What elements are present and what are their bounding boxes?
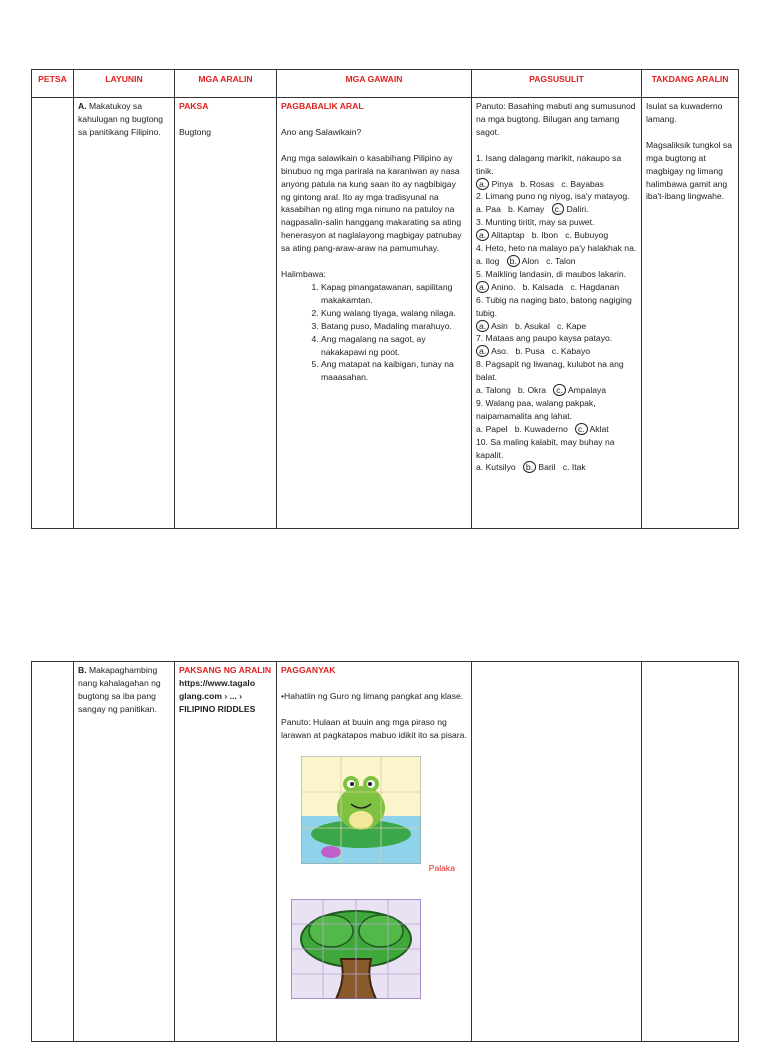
frog-puzzle-image: [301, 756, 421, 864]
option-text: Okra: [527, 385, 547, 396]
option-text: Kabayo: [560, 346, 591, 357]
option-letter: c.: [546, 255, 553, 266]
quiz-options: [476, 345, 637, 358]
option-letter: b.: [523, 461, 536, 473]
gawain-title: PAGGANYAK: [281, 665, 336, 675]
gawain-question: Ano ang Salawikain?: [281, 126, 362, 137]
gawain-cell: [277, 98, 472, 529]
quiz-question: 6. Tubig na naging bato, batong nagiging tubig.: [476, 294, 632, 318]
quiz-options: [476, 384, 637, 397]
halimbawa-label: Halimbawa:: [281, 269, 326, 280]
header-mga-aralin: MGA ARALIN: [175, 70, 277, 98]
quiz-options: [476, 281, 637, 294]
header-petsa: PETSA: [32, 70, 74, 98]
halimbawa-item: 2. Kung walang tiyaga, walang nilaga.: [321, 307, 467, 320]
gawain-text-1: •Hahatiin ng Guro ng limang pangkat ang klase.: [281, 690, 464, 701]
option-text: Hagdanan: [579, 281, 620, 292]
option-letter: c.: [552, 203, 565, 215]
header-mga-gawain: MGA GAWAIN: [277, 70, 472, 98]
option-text: Asukal: [524, 320, 550, 331]
option-letter: c.: [562, 462, 570, 473]
aralin-title: PAKSANG NG ARALIN: [179, 665, 272, 675]
quiz-question: 9. Walang paa, walang pakpak, naipamamalita ang lahat.: [476, 397, 596, 421]
layunin-cell: [74, 662, 175, 1042]
pagsusulit-cell: [472, 662, 642, 1042]
quiz-question: 1. Isang dalagang marikit, nakaupo sa tinik.: [476, 152, 622, 176]
option-text: Alitaptap: [491, 230, 525, 241]
quiz-options: [476, 203, 637, 216]
option-letter: a.: [476, 255, 484, 266]
lesson-row-a: [32, 98, 739, 529]
option-text: Alon: [521, 255, 539, 266]
option-text: Paa: [485, 204, 501, 215]
aralin-text: Bugtong: [179, 126, 212, 137]
layunin-text: Makapaghambing nang kahalagahan ng bugtong sa iba pang sangay ng panitikan.: [78, 665, 161, 714]
pagsusulit-intro: Panuto: Basahing mabuti ang sumusunod na mga bugtong. Bilugan ang tamang sagot.: [476, 101, 636, 137]
option-text: Baril: [538, 462, 556, 473]
option-letter: b.: [508, 204, 516, 215]
layunin-text: Makatukoy sa kahulugan ng bugtong sa panitikang Filipino.: [78, 101, 164, 137]
layunin-label: B.: [78, 665, 87, 675]
option-letter: b.: [520, 178, 528, 189]
option-text: Kuwaderno: [524, 423, 568, 434]
quiz-options: [476, 229, 637, 242]
takdang-cell: [642, 98, 739, 529]
option-text: Talong: [485, 385, 511, 396]
quiz-question: 8. Pagsapit ng liwanag, kulubot na ang balat.: [476, 359, 624, 383]
header-row: [32, 70, 739, 98]
puzzle-caption: Palaka: [428, 862, 455, 873]
aralin-cell: [175, 98, 277, 529]
option-text: Daliri.: [566, 204, 589, 215]
quiz-question: 4. Heto, heto na malayo pa'y halakhak na.: [476, 243, 637, 254]
layunin-cell: [74, 98, 175, 529]
petsa-cell: [32, 662, 74, 1042]
option-letter: a.: [476, 345, 489, 357]
lesson-plan-table-2: [31, 661, 739, 1042]
aralin-title: PAKSA: [179, 101, 209, 111]
option-letter: a.: [476, 204, 484, 215]
option-text: Anino.: [491, 281, 516, 292]
lesson-plan-table-1: [31, 69, 739, 529]
header-pagsusulit: PAGSUSULIT: [472, 70, 642, 98]
halimbawa-item: 1. Kapag pinangatawanan, sapilitang makakamtan.: [321, 281, 467, 307]
petsa-cell: [32, 98, 74, 529]
option-letter: a.: [476, 385, 484, 396]
aralin-cell: [175, 662, 277, 1042]
quiz-list: [476, 152, 637, 475]
quiz-question: 7. Mataas ang paupo kaysa patayo.: [476, 333, 613, 344]
option-letter: c.: [570, 281, 578, 292]
option-text: Asin: [491, 320, 508, 331]
pagsusulit-cell: [472, 98, 642, 529]
quiz-question: 5. Maikling landasin, di maubos lakarin.: [476, 268, 626, 279]
option-text: Bubuyog: [574, 230, 609, 241]
halimbawa-item: 5. Ang matapat na kaibigan, tunay na maaasahan.: [321, 358, 467, 384]
option-letter: a.: [476, 462, 484, 473]
option-letter: a.: [476, 178, 489, 190]
quiz-options: [476, 255, 637, 268]
quiz-options: [476, 461, 637, 474]
option-letter: c.: [557, 320, 564, 331]
option-text: Ibon: [541, 230, 559, 241]
header-layunin: LAYUNIN: [74, 70, 175, 98]
gawain-paragraph: Ang mga salawikain o kasabihang Pilipino ay binubuo ng mga parirala na karaniwan ay nasa anyong patula na kung saan ito ay nagbibigay ng gintong aral. Ito ay mga tradisyunal na kasabihan ng ating mga ninuno na patuloy na nagpasalin-salin hanggang makarating sa ating henerasyon at naglalayong magbigay patnubay sa ating pang-araw-araw na pamumuhay.: [281, 152, 462, 254]
option-letter: c.: [553, 384, 566, 396]
option-text: Kape: [566, 320, 587, 331]
option-text: Papel: [485, 423, 508, 434]
takdang-text-1: Isulat sa kuwaderno lamang.: [646, 101, 723, 124]
option-text: Kalsada: [532, 281, 564, 292]
option-text: Itak: [571, 462, 586, 473]
option-text: Kamay: [517, 204, 545, 215]
quiz-options: [476, 178, 637, 191]
option-letter: b.: [515, 346, 523, 357]
takdang-text-2: Magsaliksik tungkol sa mga bugtong at magbigay ng limang halimbawa gamit ang iba't-ibang lingwahe.: [646, 139, 732, 202]
quiz-options: [476, 423, 637, 436]
lesson-row-b: [32, 662, 739, 1042]
option-letter: c.: [565, 230, 572, 241]
option-letter: c.: [561, 178, 569, 189]
aralin-link: https://www.tagalo glang.com › ... › FILIPINO RIDDLES: [179, 677, 256, 714]
option-text: Ilog: [485, 255, 500, 266]
option-text: Aklat: [589, 423, 609, 434]
option-letter: a.: [476, 281, 489, 293]
halimbawa-list: [281, 281, 467, 384]
option-letter: a.: [476, 320, 489, 332]
quiz-question: 2. Limang puno ng niyog, isa'y matayog.: [476, 191, 630, 202]
gawain-title: PAGBABALIK ARAL: [281, 101, 364, 111]
option-text: Ampalaya: [567, 385, 607, 396]
quiz-options: [476, 320, 637, 333]
option-letter: b.: [514, 423, 522, 434]
option-letter: b.: [531, 230, 539, 241]
header-takdang-aralin: TAKDANG ARALIN: [642, 70, 739, 98]
option-letter: c.: [551, 346, 559, 357]
tree-puzzle-image: [291, 899, 421, 999]
option-letter: b.: [507, 255, 520, 267]
option-text: Talon: [554, 255, 576, 266]
gawain-cell: [277, 662, 472, 1042]
quiz-question: 10. Sa maling kalabit, may buhay na kapalit.: [476, 436, 615, 460]
option-text: Aso.: [491, 346, 509, 357]
option-letter: b.: [522, 281, 530, 292]
halimbawa-item: 4. Ang magalang na sagot, ay nakakapawi ng poot.: [321, 333, 467, 359]
option-text: Pinya: [491, 178, 514, 189]
gawain-text-2: Panuto: Hulaan at buuin ang mga piraso ng larawan at pagkatapos mabuo idikit ito sa pisara.: [281, 716, 467, 740]
option-letter: b.: [517, 385, 526, 396]
option-text: Pusa: [525, 346, 545, 357]
option-text: Bayabas: [570, 178, 604, 189]
option-letter: c.: [575, 423, 588, 435]
option-text: Kutsilyo: [485, 462, 516, 473]
option-letter: a.: [476, 229, 489, 241]
option-letter: b.: [514, 320, 523, 331]
halimbawa-item: 3. Batang puso, Madaling marahuyo.: [321, 320, 467, 333]
takdang-cell: [642, 662, 739, 1042]
option-letter: a.: [476, 423, 484, 434]
option-text: Rosas: [529, 178, 555, 189]
layunin-label: A.: [78, 101, 87, 111]
quiz-question: 3. Munting tiritit, may sa puwet.: [476, 217, 595, 228]
